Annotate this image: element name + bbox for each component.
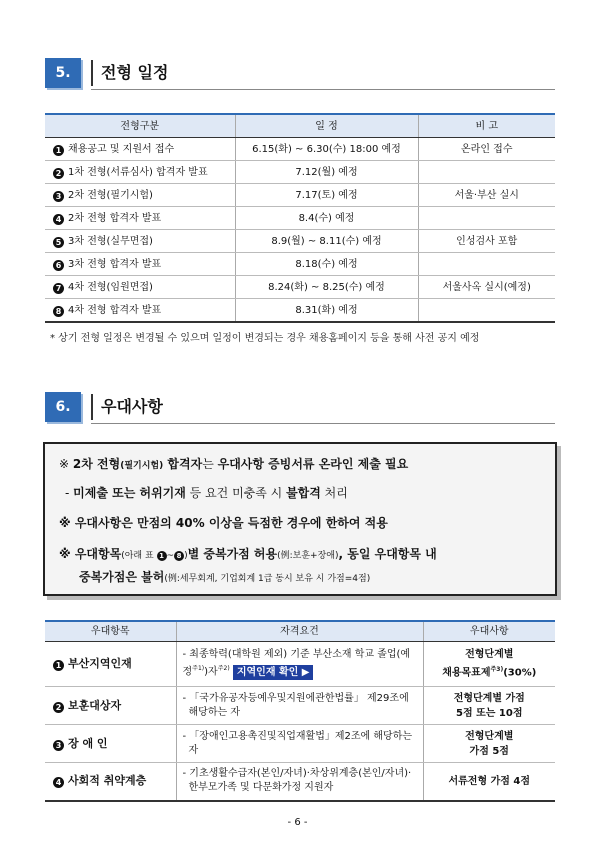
stage-cell: 2 1차 전형(서류심사) 합격자 발표 bbox=[45, 161, 235, 184]
column-header: 비 고 bbox=[418, 114, 555, 138]
column-header: 일 정 bbox=[235, 114, 418, 138]
date-cell: 8.18(수) 예정 bbox=[235, 253, 418, 276]
circled-number: 5 bbox=[53, 237, 64, 248]
section-title: 우대사항 bbox=[101, 397, 163, 416]
schedule-note: * 상기 전형 일정은 변경될 수 있으며 일정이 변경되는 경우 채용홈페이지 등을 통해 사전 공지 예정 bbox=[50, 333, 480, 344]
remark-cell: 인성검사 포함 bbox=[418, 230, 555, 253]
date-cell: 8.4(수) 예정 bbox=[235, 207, 418, 230]
remark-cell: 서울·부산 실시 bbox=[418, 184, 555, 207]
table-row bbox=[45, 687, 555, 725]
date-cell: 8.24(화) ~ 8.25(수) 예정 bbox=[235, 276, 418, 299]
circled-number: 6 bbox=[53, 260, 64, 271]
section-underline bbox=[91, 89, 555, 90]
table-row bbox=[45, 161, 555, 184]
pref-item-cell: 4 사회적 취약계층 bbox=[45, 763, 176, 801]
benefit-cell: 전형단계별 채용목표제$^{주3)}$(30%) bbox=[423, 642, 555, 687]
remark-cell: 서울사옥 실시(예정) bbox=[418, 276, 555, 299]
section-underline bbox=[91, 423, 555, 424]
table-row bbox=[45, 207, 555, 230]
pref-item-cell: 3 장 애 인 bbox=[45, 725, 176, 763]
notice-box bbox=[43, 442, 557, 596]
table-header-row bbox=[45, 621, 555, 642]
remark-cell bbox=[418, 299, 555, 323]
column-header: 우대항목 bbox=[45, 621, 176, 642]
circled-number: 2 bbox=[53, 168, 64, 179]
section-divider bbox=[91, 60, 93, 86]
benefit-cell: 서류전형 가점 4점 bbox=[423, 763, 555, 801]
table-row bbox=[45, 276, 555, 299]
table-row bbox=[45, 763, 555, 801]
stage-cell: 1 채용공고 및 지원서 접수 bbox=[45, 138, 235, 161]
remark-cell bbox=[418, 253, 555, 276]
section-number: 6. bbox=[45, 392, 81, 422]
local-talent-check-button[interactable]: 지역인재 확인 ▶ bbox=[233, 665, 314, 680]
circled-number: 1 bbox=[53, 145, 64, 156]
requirement-cell: - 「국가유공자등예우및지원에관한법률」 제29조에 해당하는 자 bbox=[176, 687, 423, 725]
circled-number: 1 bbox=[53, 660, 64, 671]
remark-cell bbox=[418, 161, 555, 184]
circled-number: 4 bbox=[53, 777, 64, 788]
notice-line-3: ※ 우대사항은 만점의 40% 이상을 득점한 경우에 한하여 적용 bbox=[59, 516, 388, 530]
notice-line-2: - 미제출 또는 허위기재 등 요건 미충족 시 불합격 처리 bbox=[65, 486, 348, 500]
pref-item-cell: 1 부산지역인재 bbox=[45, 642, 176, 687]
table-row bbox=[45, 184, 555, 207]
stage-cell: 4 2차 전형 합격자 발표 bbox=[45, 207, 235, 230]
date-cell: 8.31(화) 예정 bbox=[235, 299, 418, 323]
page-number: - 6 - bbox=[287, 817, 308, 828]
table-row bbox=[45, 642, 555, 687]
circled-number: 1 bbox=[157, 551, 167, 561]
notice-line-4: ※ 우대항목(아래 표 1 ~ 8 )별 중복가점 허용(例:보훈+장애), 동일 우대항목 내 bbox=[59, 547, 437, 561]
circled-number: 2 bbox=[53, 702, 64, 713]
circled-number: 8 bbox=[53, 306, 64, 317]
schedule-table bbox=[45, 113, 555, 323]
section-number: 5. bbox=[45, 58, 81, 88]
date-cell: 7.12(월) 예정 bbox=[235, 161, 418, 184]
requirement-cell: - 「장애인고용촉진및직업재활법」제2조에 해당하는 자 bbox=[176, 725, 423, 763]
table-row bbox=[45, 230, 555, 253]
stage-cell: 8 4차 전형 합격자 발표 bbox=[45, 299, 235, 323]
column-header: 우대사항 bbox=[423, 621, 555, 642]
remark-cell: 온라인 접수 bbox=[418, 138, 555, 161]
notice-line-5: 중복가점은 불허(例:세무회계, 기업회계 1급 동시 보유 시 가점=4점) bbox=[79, 570, 371, 584]
stage-cell: 7 4차 전형(임원면접) bbox=[45, 276, 235, 299]
requirement-cell: - 최종학력(대학원 제외) 기준 부산소재 학교 졸업(예정$^{주1)}$)자$^{주2)}$ 지역인재 확인 ▶ bbox=[176, 642, 423, 687]
benefit-cell: 전형단계별 가점 5점 bbox=[423, 725, 555, 763]
table-row bbox=[45, 253, 555, 276]
circled-number: 3 bbox=[53, 191, 64, 202]
date-cell: 6.15(화) ~ 6.30(수) 18:00 예정 bbox=[235, 138, 418, 161]
date-cell: 8.9(월) ~ 8.11(수) 예정 bbox=[235, 230, 418, 253]
notice-line-1: ※ 2차 전형(필기시험) 합격자는 우대사항 증빙서류 온라인 제출 필요 bbox=[59, 457, 409, 471]
section-title: 전형 일정 bbox=[101, 63, 169, 82]
circled-number: 4 bbox=[53, 214, 64, 225]
circled-number: 8 bbox=[174, 551, 184, 561]
circled-number: 3 bbox=[53, 740, 64, 751]
pref-item-cell: 2 보훈대상자 bbox=[45, 687, 176, 725]
section-divider bbox=[91, 394, 93, 420]
stage-cell: 6 3차 전형 합격자 발표 bbox=[45, 253, 235, 276]
table-header-row bbox=[45, 114, 555, 138]
table-row bbox=[45, 138, 555, 161]
preference-table bbox=[45, 620, 555, 802]
circled-number: 7 bbox=[53, 283, 64, 294]
requirement-cell: - 기초생활수급자(본인/자녀)·차상위계층(본인/자녀)·한부모가족 및 다문화가정 지원자 bbox=[176, 763, 423, 801]
column-header: 자격요건 bbox=[176, 621, 423, 642]
benefit-cell: 전형단계별 가점 5점 또는 10점 bbox=[423, 687, 555, 725]
column-header: 전형구분 bbox=[45, 114, 235, 138]
stage-cell: 5 3차 전형(실무면접) bbox=[45, 230, 235, 253]
table-row bbox=[45, 725, 555, 763]
date-cell: 7.17(토) 예정 bbox=[235, 184, 418, 207]
stage-cell: 3 2차 전형(필기시험) bbox=[45, 184, 235, 207]
table-row bbox=[45, 299, 555, 323]
remark-cell bbox=[418, 207, 555, 230]
